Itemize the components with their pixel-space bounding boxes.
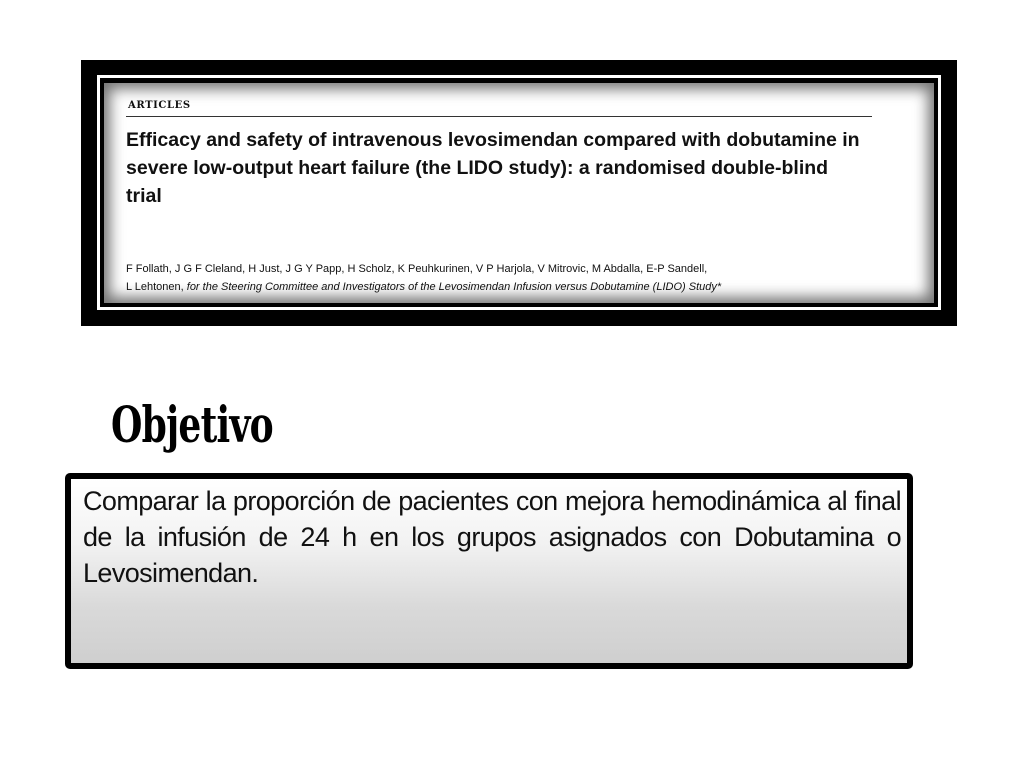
article-authors: [126, 260, 906, 296]
objective-box: [65, 473, 913, 669]
slide-heading: Objetivo: [111, 395, 273, 454]
article-section-label: ARTICLES: [128, 100, 191, 111]
article-title: Efficacy and safety of intravenous levosimendan compared with dobutamine in severe low-output heart failure (the LIDO study): a randomised double-blind trial: [126, 129, 860, 207]
article-divider: [126, 116, 872, 117]
authors-line-2-text: for the Steering Committee and Investigators of the Levosimendan Infusion versus Dobutamine (LIDO) Study*: [183, 281, 722, 293]
authors-line-1: F Follath, J G F Cleland, H Just, J G Y Papp, H Scholz, K Peuhkurinen, V P Harjola, V Mitrovic, M Abdalla, E-P Sandell,: [126, 263, 708, 275]
authors-line-2-prefix: L Lehtonen,: [126, 281, 184, 293]
article-paper: [104, 83, 934, 303]
authors-line-2: [126, 278, 906, 296]
article-frame-border: [97, 75, 941, 310]
article-header-image: [81, 60, 957, 326]
objective-text: Comparar la proporción de pacientes con mejora hemodinámica al final de la infusión de 24 h en los grupos asignados con Dobutamina o Levosimendan.: [83, 486, 901, 588]
